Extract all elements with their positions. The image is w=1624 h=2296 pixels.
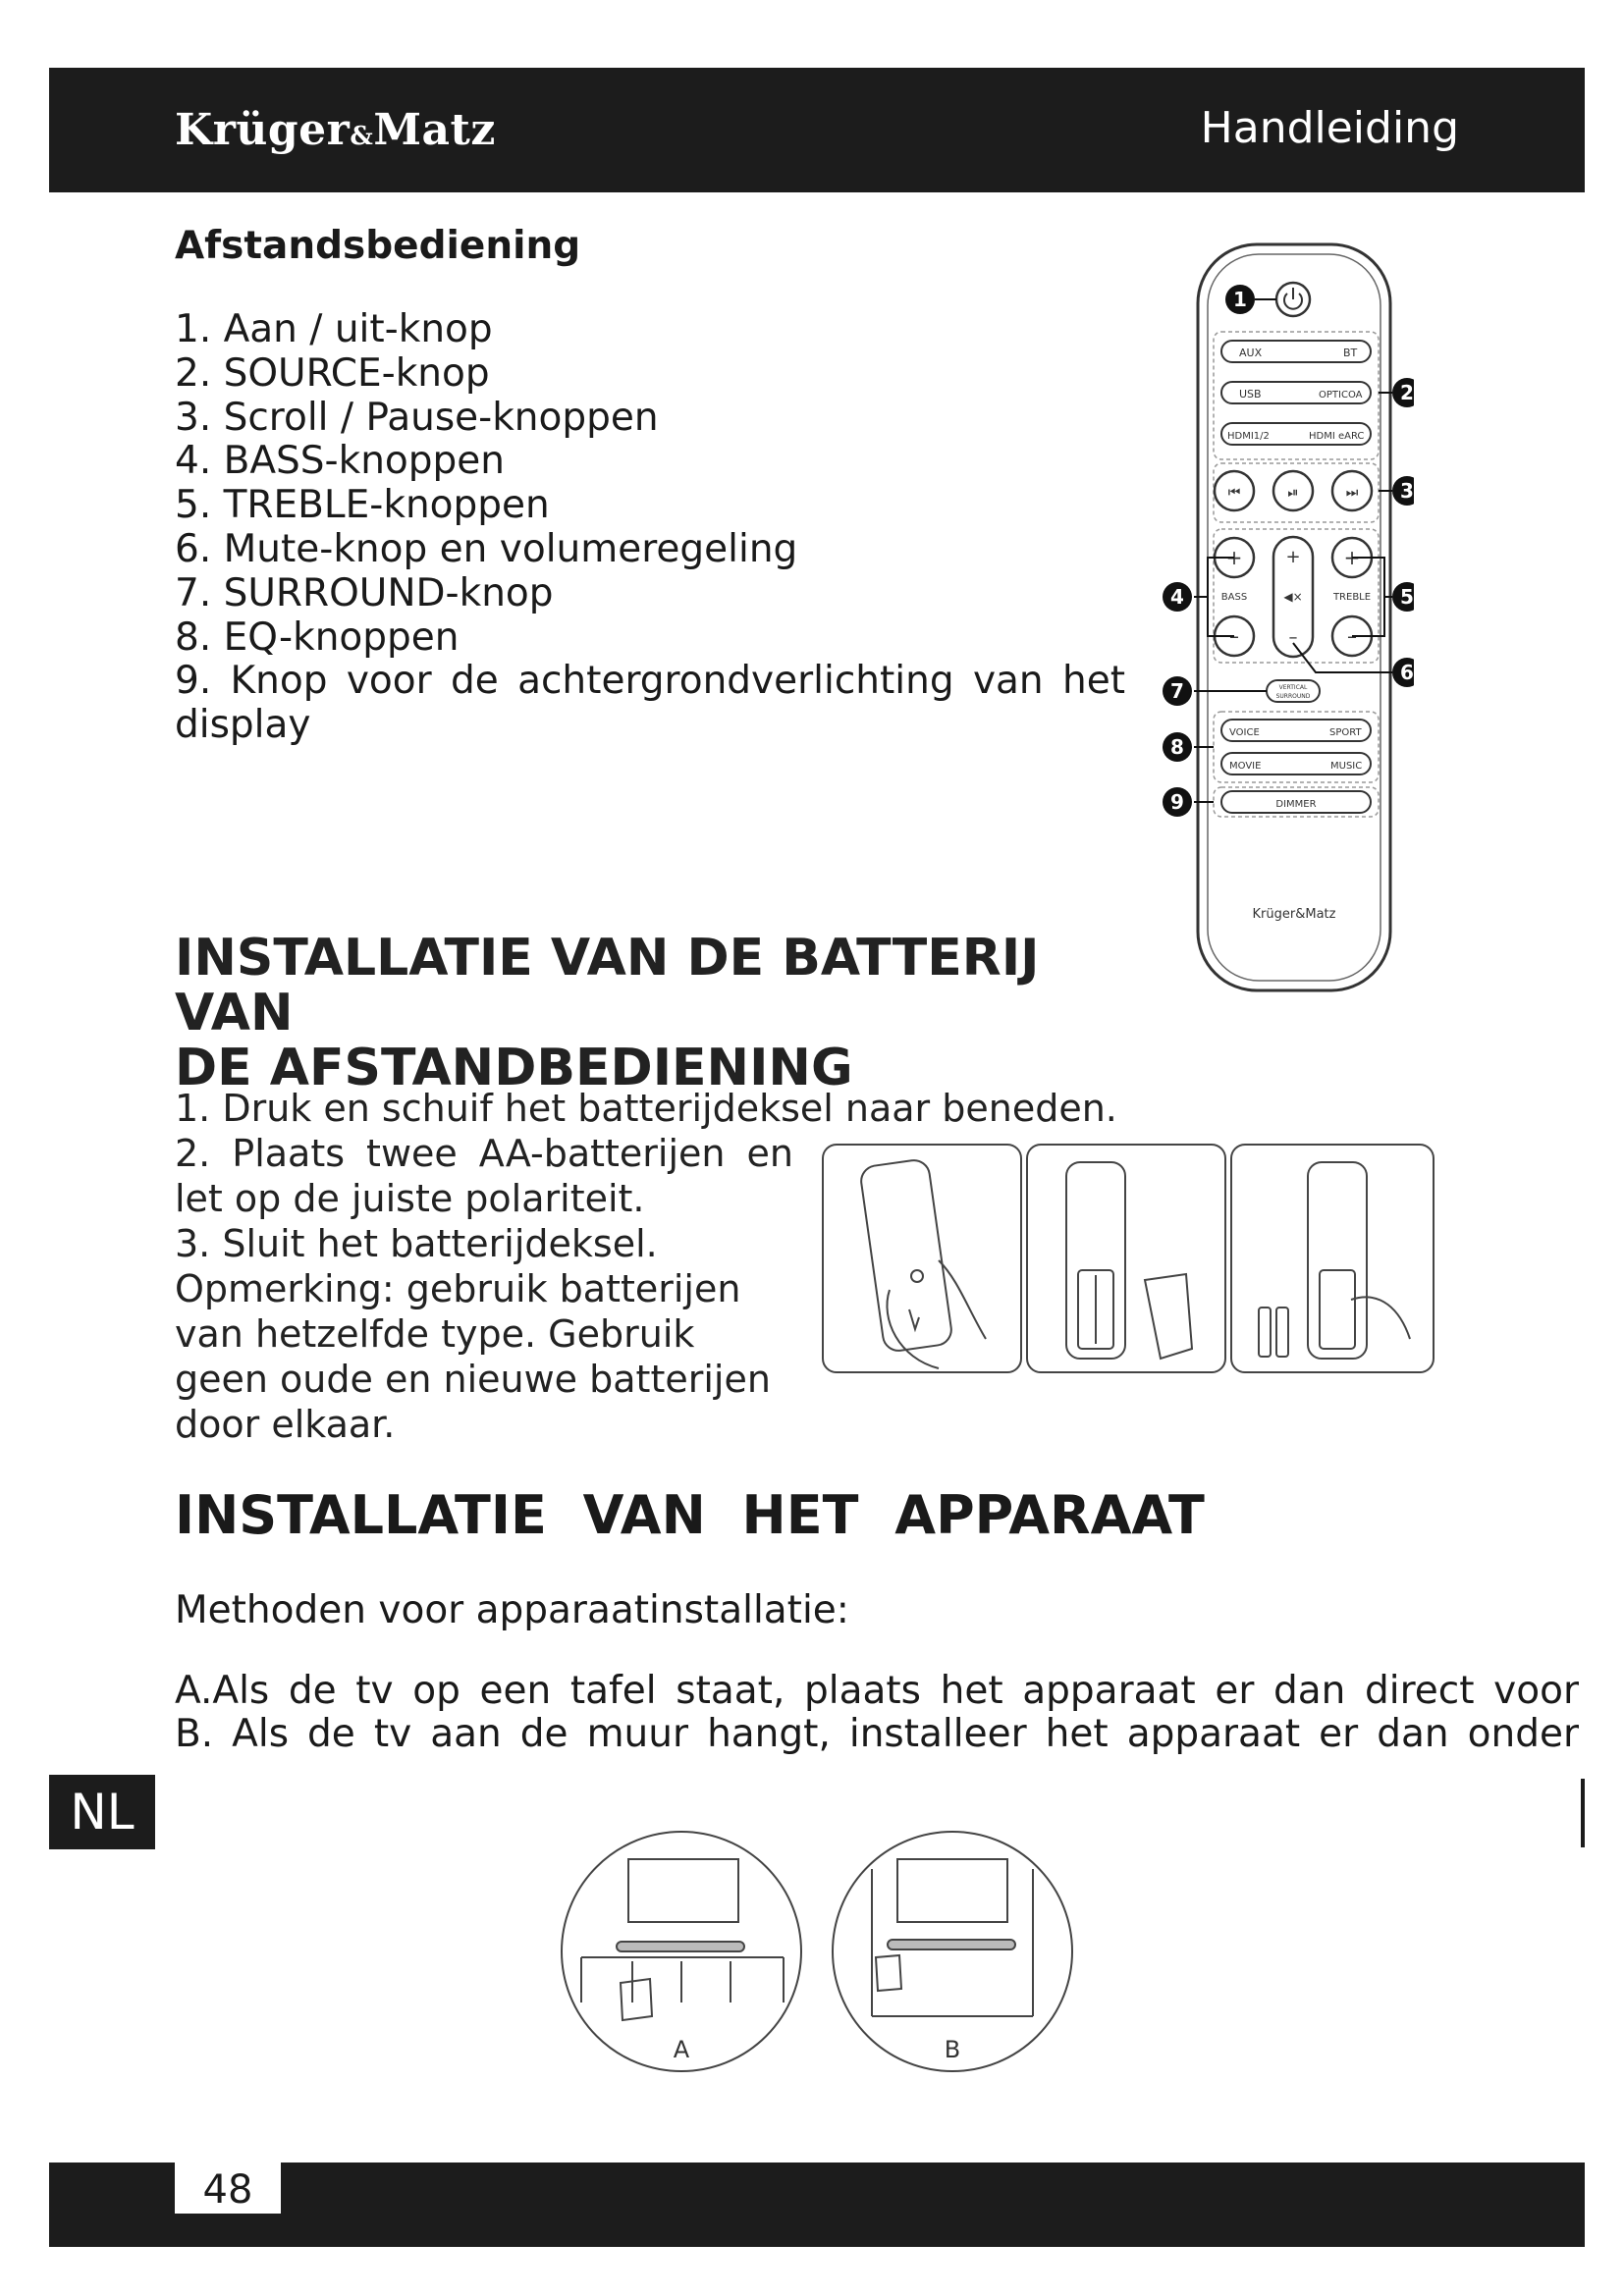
svg-text:OPTICOA: OPTICOA — [1319, 390, 1363, 400]
list-item: 2. SOURCE-knop — [175, 350, 490, 396]
list-item: 5. TREBLE-knoppen — [175, 483, 550, 528]
svg-text:–: – — [1229, 624, 1239, 648]
svg-text:SURROUND: SURROUND — [1275, 693, 1311, 700]
svg-text:7: 7 — [1170, 679, 1184, 703]
svg-text:Krüger&Matz: Krüger&Matz — [1252, 907, 1336, 922]
list-item: display — [175, 703, 311, 748]
svg-text:6: 6 — [1400, 661, 1414, 684]
remote-button-list — [175, 308, 1125, 748]
page-header — [49, 68, 1585, 192]
svg-text:9: 9 — [1170, 790, 1184, 814]
svg-text:SPORT: SPORT — [1329, 727, 1362, 738]
install-methods: Methoden voor apparaatinstallatie: — [175, 1588, 849, 1632]
svg-text:MUSIC: MUSIC — [1330, 761, 1363, 772]
svg-text:B: B — [944, 2036, 961, 2063]
svg-text:MOVIE: MOVIE — [1229, 761, 1262, 772]
list-item: 1. Aan / uit-knop — [175, 307, 493, 351]
remote-title: Afstandsbediening — [175, 224, 581, 268]
svg-text:+: + — [1285, 547, 1301, 567]
svg-text:◀×: ◀× — [1283, 590, 1303, 604]
battery-heading: INSTALLATIE VAN DE BATTERIJ VAN DE AFSTANDBEDIENING — [175, 929, 1040, 1097]
svg-text:HDMI eARC: HDMI eARC — [1309, 431, 1365, 442]
battery-steps — [175, 1131, 793, 1447]
svg-text:AUX: AUX — [1239, 347, 1263, 359]
svg-text:+: + — [1343, 546, 1361, 569]
svg-text:⏮: ⏮ — [1227, 485, 1241, 501]
battery-step-3: 3. Sluit het batterijdeksel. — [175, 1222, 658, 1265]
svg-text:BASS: BASS — [1220, 592, 1248, 603]
install-option-b: B. Als de tv aan de muur hangt, installeer het apparaat er dan onder — [175, 1712, 1579, 1756]
battery-step-1: 1. Druk en schuif het batterijdeksel naar beneden. — [175, 1087, 1117, 1130]
svg-text:3: 3 — [1400, 479, 1414, 503]
svg-text:8: 8 — [1170, 735, 1184, 759]
list-item: 6. Mute-knop en volumeregeling — [175, 526, 798, 571]
battery-note: Opmerking: gebruik batterijen van hetzelfde type. Gebruik geen oude en nieuwe batterijen door elkaar. — [175, 1267, 771, 1446]
remote-illustration — [1129, 240, 1414, 996]
list-item: 9. Knop voor de achtergrondverlichting van het — [175, 659, 1125, 704]
svg-text:+: + — [1225, 546, 1243, 569]
svg-text:TREBLE: TREBLE — [1332, 592, 1372, 603]
svg-text:4: 4 — [1170, 585, 1184, 609]
svg-text:⏭: ⏭ — [1345, 485, 1359, 501]
document-type: Handleiding — [1200, 103, 1459, 153]
list-item: 8. EQ-knoppen — [175, 614, 460, 660]
svg-text:VERTICAL: VERTICAL — [1278, 684, 1308, 691]
install-option-a: A.Als de tv op een tafel staat, plaats het apparaat er dan direct voor — [175, 1669, 1579, 1713]
battery-step-2: 2. Plaats twee AA-batterijen en let op de juiste polariteit. — [175, 1132, 793, 1220]
svg-text:5: 5 — [1400, 585, 1414, 609]
svg-text:USB: USB — [1239, 388, 1262, 400]
page-number: 48 — [175, 2163, 281, 2214]
list-item: 7. SURROUND-knop — [175, 570, 554, 615]
svg-text:–: – — [1288, 627, 1298, 648]
svg-text:HDMI1/2: HDMI1/2 — [1227, 431, 1270, 442]
list-item: 4. BASS-knoppen — [175, 439, 506, 484]
svg-text:–: – — [1347, 624, 1357, 648]
svg-text:A: A — [673, 2036, 690, 2063]
install-heading: INSTALLATIE VAN HET APPARAAT — [175, 1484, 1205, 1546]
language-tab: NL — [49, 1775, 155, 1849]
svg-text:1: 1 — [1233, 288, 1247, 311]
battery-illustrations — [821, 1143, 1437, 1378]
page-footer — [49, 2163, 1585, 2247]
svg-text:VOICE: VOICE — [1229, 727, 1260, 738]
svg-text:DIMMER: DIMMER — [1275, 799, 1317, 810]
margin-marker — [1581, 1779, 1585, 1847]
brand-logo: Krüger&Matz — [175, 105, 496, 155]
svg-text:⏯: ⏯ — [1287, 485, 1299, 501]
svg-text:2: 2 — [1400, 381, 1414, 404]
svg-text:BT: BT — [1343, 347, 1358, 359]
install-illustrations — [560, 1830, 1080, 2085]
list-item: 3. Scroll / Pause-knoppen — [175, 395, 659, 440]
